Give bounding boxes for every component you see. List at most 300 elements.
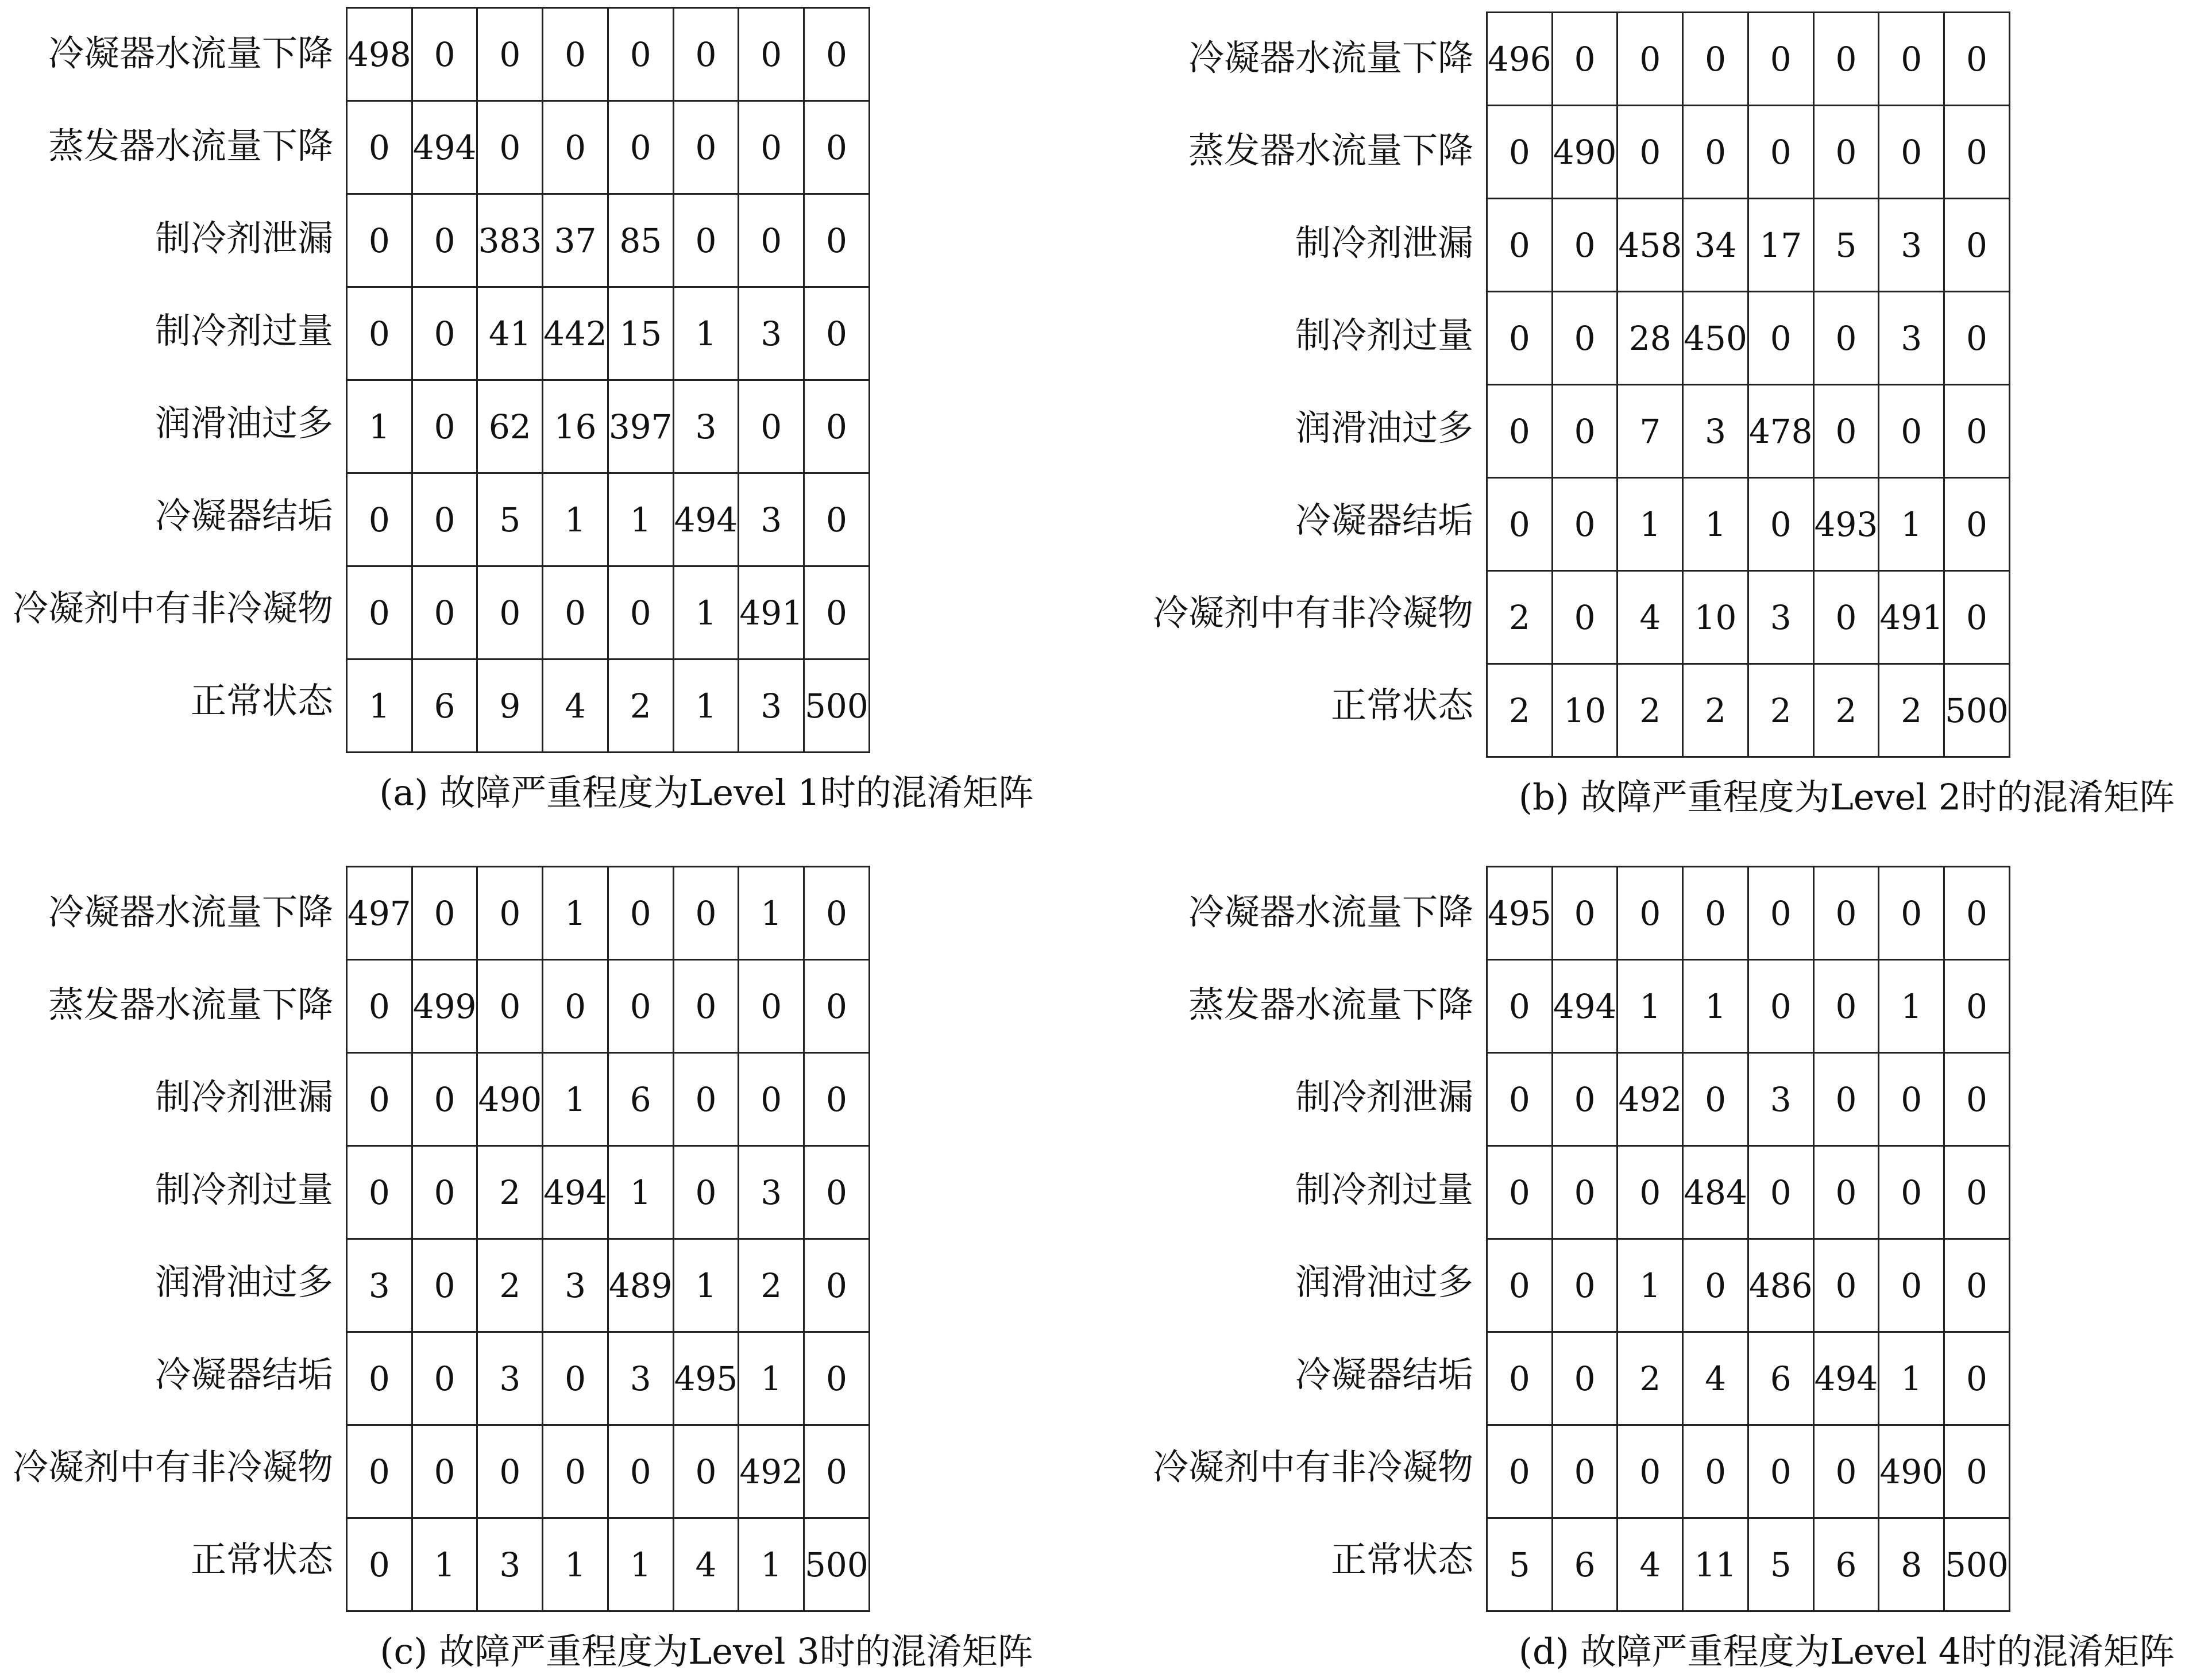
matrix-cell: 15 [608, 287, 673, 380]
matrix-cell: 0 [347, 1425, 412, 1518]
matrix-cell: 1 [1879, 960, 1944, 1053]
matrix-cell: 0 [1552, 292, 1617, 385]
matrix-cell: 495 [1487, 867, 1553, 960]
matrix-cell: 0 [412, 1425, 477, 1518]
matrix-cell: 17 [1748, 199, 1813, 292]
matrix-cell: 0 [543, 1332, 608, 1425]
matrix-cell: 0 [673, 867, 739, 960]
matrix-cell: 6 [412, 659, 477, 753]
matrix-cell: 0 [608, 867, 673, 960]
matrix-cell: 0 [608, 1425, 673, 1518]
matrix-row [347, 1518, 870, 1611]
matrix-cell: 0 [804, 194, 870, 287]
matrix-cell: 0 [1879, 106, 1944, 199]
matrix-cell: 11 [1683, 1518, 1748, 1611]
matrix-cell: 10 [1552, 664, 1617, 757]
matrix-cell: 1 [739, 867, 804, 960]
matrix-cell: 6 [1813, 1518, 1879, 1611]
matrix-cell: 1 [412, 1518, 477, 1611]
row-label: 冷凝器结垢 [155, 495, 333, 537]
matrix-cell: 494 [1552, 960, 1617, 1053]
matrix-cell: 0 [1879, 385, 1944, 478]
matrix-cell: 0 [1748, 1146, 1813, 1239]
matrix-cell: 0 [1617, 13, 1683, 106]
confusion-matrix-grid [346, 866, 870, 1612]
matrix-cell: 383 [477, 194, 543, 287]
matrix-cell: 478 [1748, 385, 1813, 478]
confusion-matrix-grid [1486, 11, 2010, 758]
matrix-cell: 1 [673, 287, 739, 380]
matrix-cell: 0 [1944, 199, 2010, 292]
row-label: 制冷剂过量 [155, 310, 333, 352]
matrix-cell: 0 [412, 867, 477, 960]
matrix-cell: 1 [673, 659, 739, 753]
matrix-cell: 0 [1487, 199, 1553, 292]
matrix-cell: 0 [1748, 106, 1813, 199]
matrix-cell: 0 [608, 101, 673, 194]
matrix-cell: 2 [1617, 664, 1683, 757]
matrix-cell: 0 [804, 960, 870, 1053]
matrix-cell: 1 [1617, 478, 1683, 571]
matrix-cell: 3 [739, 473, 804, 566]
matrix-cell: 0 [1683, 1053, 1748, 1146]
matrix-cell: 3 [1748, 571, 1813, 664]
matrix-cell: 1 [347, 659, 412, 753]
matrix-cell: 0 [804, 1425, 870, 1518]
matrix-cell: 0 [804, 287, 870, 380]
matrix-cell: 0 [1617, 106, 1683, 199]
matrix-cell: 1 [543, 1053, 608, 1146]
matrix-cell: 397 [608, 380, 673, 473]
matrix-cell: 1 [608, 473, 673, 566]
row-label: 润滑油过多 [155, 402, 333, 444]
matrix-cell: 0 [1879, 1146, 1944, 1239]
matrix-cell: 484 [1683, 1146, 1748, 1239]
matrix-cell: 3 [608, 1332, 673, 1425]
matrix-cell: 2 [1813, 664, 1879, 757]
row-label: 蒸发器水流量下降 [1188, 983, 1473, 1025]
matrix-row [1487, 1053, 2010, 1146]
matrix-cell: 3 [1879, 292, 1944, 385]
matrix-cell: 0 [1813, 13, 1879, 106]
matrix-row [347, 194, 870, 287]
row-label: 制冷剂泄漏 [1295, 1076, 1473, 1118]
row-label: 冷凝器结垢 [1295, 499, 1473, 541]
matrix-row [1487, 664, 2010, 757]
matrix-cell: 0 [1552, 571, 1617, 664]
matrix-cell: 0 [1944, 292, 2010, 385]
matrix-cell: 0 [412, 1146, 477, 1239]
matrix-cell: 0 [804, 380, 870, 473]
matrix-cell: 1 [1879, 1332, 1944, 1425]
row-label: 蒸发器水流量下降 [48, 983, 333, 1025]
matrix-cell: 442 [543, 287, 608, 380]
matrix-cell: 0 [412, 8, 477, 101]
matrix-cell: 16 [543, 380, 608, 473]
matrix-cell: 0 [1944, 385, 2010, 478]
row-label: 冷凝剂中有非冷凝物 [1152, 1446, 1473, 1488]
matrix-cell: 0 [1813, 1053, 1879, 1146]
matrix-cell: 0 [347, 1146, 412, 1239]
matrix-cell: 2 [739, 1239, 804, 1332]
matrix-cell: 3 [477, 1518, 543, 1611]
matrix-cell: 3 [739, 287, 804, 380]
matrix-cell: 2 [477, 1146, 543, 1239]
row-label: 正常状态 [1330, 1538, 1473, 1580]
matrix-cell: 0 [1944, 1425, 2010, 1518]
matrix-cell: 37 [543, 194, 608, 287]
matrix-cell: 0 [1813, 106, 1879, 199]
row-label: 冷凝剂中有非冷凝物 [1152, 592, 1473, 634]
matrix-cell: 0 [412, 1053, 477, 1146]
matrix-cell: 0 [347, 1053, 412, 1146]
matrix-cell: 0 [347, 1518, 412, 1611]
matrix-row [1487, 1239, 2010, 1332]
matrix-cell: 4 [1617, 1518, 1683, 1611]
matrix-row [1487, 478, 2010, 571]
matrix-cell: 0 [1552, 478, 1617, 571]
matrix-row [347, 1146, 870, 1239]
matrix-cell: 491 [1879, 571, 1944, 664]
matrix-cell: 0 [1879, 1053, 1944, 1146]
matrix-cell: 0 [1944, 13, 2010, 106]
matrix-cell: 2 [608, 659, 673, 753]
matrix-cell: 3 [1683, 385, 1748, 478]
matrix-cell: 0 [1944, 1146, 2010, 1239]
matrix-cell: 7 [1617, 385, 1683, 478]
row-label: 冷凝器水流量下降 [1188, 37, 1473, 79]
row-label: 制冷剂过量 [1295, 314, 1473, 356]
matrix-cell: 0 [1552, 1332, 1617, 1425]
matrix-cell: 490 [1879, 1425, 1944, 1518]
matrix-row [1487, 960, 2010, 1053]
matrix-cell: 499 [412, 960, 477, 1053]
matrix-cell: 2 [1748, 664, 1813, 757]
matrix-row [1487, 1425, 2010, 1518]
matrix-cell: 0 [739, 194, 804, 287]
matrix-cell: 0 [1813, 1425, 1879, 1518]
matrix-cell: 500 [1944, 1518, 2010, 1611]
matrix-cell: 0 [1617, 1146, 1683, 1239]
matrix-cell: 0 [1487, 292, 1553, 385]
matrix-cell: 0 [1813, 385, 1879, 478]
matrix-row [1487, 292, 2010, 385]
matrix-row [1487, 199, 2010, 292]
row-label: 制冷剂泄漏 [155, 1076, 333, 1118]
row-label: 润滑油过多 [155, 1261, 333, 1303]
row-label: 蒸发器水流量下降 [48, 125, 333, 167]
matrix-cell: 4 [543, 659, 608, 753]
matrix-cell: 0 [347, 194, 412, 287]
matrix-cell: 0 [543, 101, 608, 194]
matrix-row [347, 1239, 870, 1332]
matrix-cell: 0 [347, 1332, 412, 1425]
matrix-cell: 0 [1748, 292, 1813, 385]
matrix-cell: 491 [739, 566, 804, 659]
matrix-cell: 1 [347, 380, 412, 473]
matrix-cell: 0 [804, 1146, 870, 1239]
matrix-cell: 0 [1944, 867, 2010, 960]
matrix-cell: 0 [1487, 960, 1553, 1053]
matrix-cell: 0 [1487, 1239, 1553, 1332]
matrix-cell: 41 [477, 287, 543, 380]
matrix-cell: 4 [673, 1518, 739, 1611]
matrix-cell: 0 [1552, 13, 1617, 106]
matrix-cell: 0 [1552, 1146, 1617, 1239]
matrix-cell: 2 [1617, 1332, 1683, 1425]
matrix-row [1487, 1518, 2010, 1611]
row-label: 冷凝器水流量下降 [48, 32, 333, 74]
matrix-cell: 0 [347, 566, 412, 659]
row-label: 润滑油过多 [1295, 407, 1473, 449]
matrix-cell: 0 [1552, 1425, 1617, 1518]
matrix-cell: 489 [608, 1239, 673, 1332]
matrix-row [347, 659, 870, 753]
matrix-cell: 0 [1552, 1053, 1617, 1146]
row-label: 制冷剂过量 [155, 1168, 333, 1210]
matrix-cell: 1 [1683, 478, 1748, 571]
matrix-row [347, 867, 870, 960]
matrix-cell: 0 [1944, 571, 2010, 664]
matrix-cell: 0 [1813, 960, 1879, 1053]
matrix-cell: 0 [412, 566, 477, 659]
matrix-cell: 0 [1487, 106, 1553, 199]
row-label: 制冷剂过量 [1295, 1168, 1473, 1210]
matrix-cell: 0 [673, 1053, 739, 1146]
row-label: 正常状态 [190, 680, 333, 722]
matrix-row [1487, 1146, 2010, 1239]
matrix-cell: 9 [477, 659, 543, 753]
matrix-cell: 0 [1813, 1146, 1879, 1239]
matrix-row [1487, 867, 2010, 960]
matrix-cell: 28 [1617, 292, 1683, 385]
matrix-cell: 1 [543, 1518, 608, 1611]
matrix-cell: 0 [412, 380, 477, 473]
matrix-cell: 0 [1879, 1239, 1944, 1332]
matrix-cell: 0 [543, 960, 608, 1053]
matrix-row [1487, 571, 2010, 664]
matrix-cell: 0 [412, 1332, 477, 1425]
matrix-cell: 0 [673, 101, 739, 194]
matrix-row [347, 8, 870, 101]
matrix-cell: 0 [1748, 1425, 1813, 1518]
matrix-cell: 0 [1617, 867, 1683, 960]
matrix-cell: 0 [1683, 867, 1748, 960]
row-labels [0, 7, 339, 747]
matrix-cell: 0 [1487, 1425, 1553, 1518]
matrix-cell: 0 [739, 101, 804, 194]
matrix-cell: 490 [1552, 106, 1617, 199]
matrix-cell: 498 [347, 8, 412, 101]
matrix-cell: 1 [608, 1146, 673, 1239]
matrix-cell: 450 [1683, 292, 1748, 385]
matrix-cell: 0 [477, 566, 543, 659]
matrix-cell: 0 [1813, 867, 1879, 960]
matrix-cell: 0 [739, 1053, 804, 1146]
matrix-cell: 6 [608, 1053, 673, 1146]
matrix-cell: 0 [412, 1239, 477, 1332]
matrix-cell: 6 [1748, 1332, 1813, 1425]
matrix-cell: 496 [1487, 13, 1553, 106]
matrix-cell: 0 [1813, 1239, 1879, 1332]
matrix-cell: 0 [1748, 960, 1813, 1053]
row-label: 蒸发器水流量下降 [1188, 129, 1473, 171]
matrix-cell: 1 [739, 1332, 804, 1425]
matrix-cell: 1 [1683, 960, 1748, 1053]
row-labels [1140, 866, 1479, 1606]
matrix-cell: 1 [1617, 960, 1683, 1053]
panel-caption: (b) 故障严重程度为Level 2时的混淆矩阵 [1518, 776, 2175, 818]
matrix-cell: 1 [1879, 478, 1944, 571]
matrix-cell: 0 [1944, 1053, 2010, 1146]
matrix-cell: 0 [1944, 1239, 2010, 1332]
matrix-cell: 0 [1748, 867, 1813, 960]
row-label: 冷凝器结垢 [1295, 1353, 1473, 1395]
matrix-cell: 0 [477, 101, 543, 194]
matrix-cell: 0 [804, 473, 870, 566]
matrix-cell: 486 [1748, 1239, 1813, 1332]
matrix-cell: 62 [477, 380, 543, 473]
matrix-cell: 34 [1683, 199, 1748, 292]
panel-caption: (d) 故障严重程度为Level 4时的混淆矩阵 [1518, 1630, 2175, 1672]
matrix-cell: 500 [804, 1518, 870, 1611]
matrix-cell: 0 [673, 1146, 739, 1239]
matrix-cell: 497 [347, 867, 412, 960]
matrix-cell: 0 [804, 867, 870, 960]
matrix-cell: 0 [1487, 1053, 1553, 1146]
matrix-cell: 3 [1879, 199, 1944, 292]
matrix-cell: 0 [1487, 1146, 1553, 1239]
matrix-cell: 0 [1552, 385, 1617, 478]
matrix-cell: 0 [347, 473, 412, 566]
row-label: 制冷剂泄漏 [1295, 222, 1473, 264]
matrix-cell: 5 [477, 473, 543, 566]
matrix-cell: 0 [1617, 1425, 1683, 1518]
matrix-cell: 0 [1552, 199, 1617, 292]
matrix-cell: 0 [1683, 1239, 1748, 1332]
matrix-cell: 3 [477, 1332, 543, 1425]
matrix-row [347, 473, 870, 566]
matrix-cell: 3 [347, 1239, 412, 1332]
matrix-cell: 0 [1813, 571, 1879, 664]
matrix-cell: 2 [1683, 664, 1748, 757]
matrix-cell: 494 [412, 101, 477, 194]
matrix-cell: 4 [1617, 571, 1683, 664]
matrix-cell: 0 [347, 101, 412, 194]
matrix-cell: 2 [1879, 664, 1944, 757]
matrix-cell: 0 [673, 8, 739, 101]
matrix-cell: 0 [608, 960, 673, 1053]
matrix-cell: 3 [739, 1146, 804, 1239]
matrix-cell: 10 [1683, 571, 1748, 664]
matrix-cell: 0 [1944, 1332, 2010, 1425]
matrix-cell: 0 [1748, 478, 1813, 571]
matrix-row [347, 380, 870, 473]
matrix-cell: 0 [1487, 385, 1553, 478]
matrix-cell: 0 [543, 566, 608, 659]
matrix-row [1487, 13, 2010, 106]
matrix-cell: 0 [1487, 1332, 1553, 1425]
matrix-cell: 0 [477, 960, 543, 1053]
matrix-cell: 0 [739, 380, 804, 473]
matrix-cell: 6 [1552, 1518, 1617, 1611]
matrix-cell: 0 [543, 8, 608, 101]
row-label: 冷凝剂中有非冷凝物 [12, 1446, 333, 1488]
row-label: 冷凝器水流量下降 [48, 891, 333, 933]
matrix-cell: 0 [347, 960, 412, 1053]
matrix-cell: 1 [1617, 1239, 1683, 1332]
confusion-matrix-grid [1486, 866, 2010, 1612]
matrix-cell: 0 [608, 566, 673, 659]
matrix-cell: 1 [739, 1518, 804, 1611]
matrix-cell: 85 [608, 194, 673, 287]
row-label: 冷凝器水流量下降 [1188, 891, 1473, 933]
matrix-cell: 0 [1813, 292, 1879, 385]
matrix-cell: 2 [477, 1239, 543, 1332]
matrix-cell: 2 [1487, 571, 1553, 664]
matrix-cell: 0 [804, 1332, 870, 1425]
row-label: 制冷剂泄漏 [155, 217, 333, 259]
matrix-cell: 0 [1683, 1425, 1748, 1518]
row-label: 正常状态 [1330, 684, 1473, 726]
matrix-row [347, 101, 870, 194]
panel-caption: (c) 故障严重程度为Level 3时的混淆矩阵 [380, 1630, 1033, 1672]
matrix-cell: 493 [1813, 478, 1879, 571]
matrix-row [1487, 385, 2010, 478]
matrix-cell: 0 [1879, 867, 1944, 960]
matrix-cell: 3 [543, 1239, 608, 1332]
matrix-cell: 0 [412, 473, 477, 566]
matrix-cell: 5 [1748, 1518, 1813, 1611]
matrix-cell: 0 [673, 194, 739, 287]
matrix-row [347, 566, 870, 659]
matrix-cell: 500 [804, 659, 870, 753]
matrix-cell: 0 [412, 194, 477, 287]
matrix-cell: 0 [1879, 13, 1944, 106]
matrix-cell: 0 [804, 566, 870, 659]
matrix-cell: 1 [543, 867, 608, 960]
matrix-cell: 492 [1617, 1053, 1683, 1146]
matrix-cell: 3 [673, 380, 739, 473]
matrix-row [347, 287, 870, 380]
matrix-cell: 0 [804, 8, 870, 101]
matrix-cell: 1 [673, 566, 739, 659]
matrix-cell: 3 [739, 659, 804, 753]
matrix-cell: 4 [1683, 1332, 1748, 1425]
matrix-cell: 0 [804, 1239, 870, 1332]
row-label: 冷凝器结垢 [155, 1353, 333, 1395]
matrix-cell: 1 [673, 1239, 739, 1332]
matrix-cell: 494 [1813, 1332, 1879, 1425]
matrix-row [347, 1425, 870, 1518]
matrix-cell: 0 [347, 287, 412, 380]
matrix-row [1487, 1332, 2010, 1425]
matrix-cell: 0 [477, 8, 543, 101]
panel-caption: (a) 故障严重程度为Level 1时的混淆矩阵 [379, 772, 1034, 813]
row-label: 润滑油过多 [1295, 1261, 1473, 1303]
matrix-cell: 1 [543, 473, 608, 566]
matrix-row [1487, 106, 2010, 199]
matrix-cell: 0 [608, 8, 673, 101]
matrix-cell: 0 [543, 1425, 608, 1518]
matrix-cell: 8 [1879, 1518, 1944, 1611]
matrix-cell: 500 [1944, 664, 2010, 757]
matrix-cell: 0 [804, 101, 870, 194]
matrix-cell: 0 [673, 1425, 739, 1518]
row-labels [0, 866, 339, 1606]
matrix-cell: 2 [1487, 664, 1553, 757]
matrix-row [347, 960, 870, 1053]
